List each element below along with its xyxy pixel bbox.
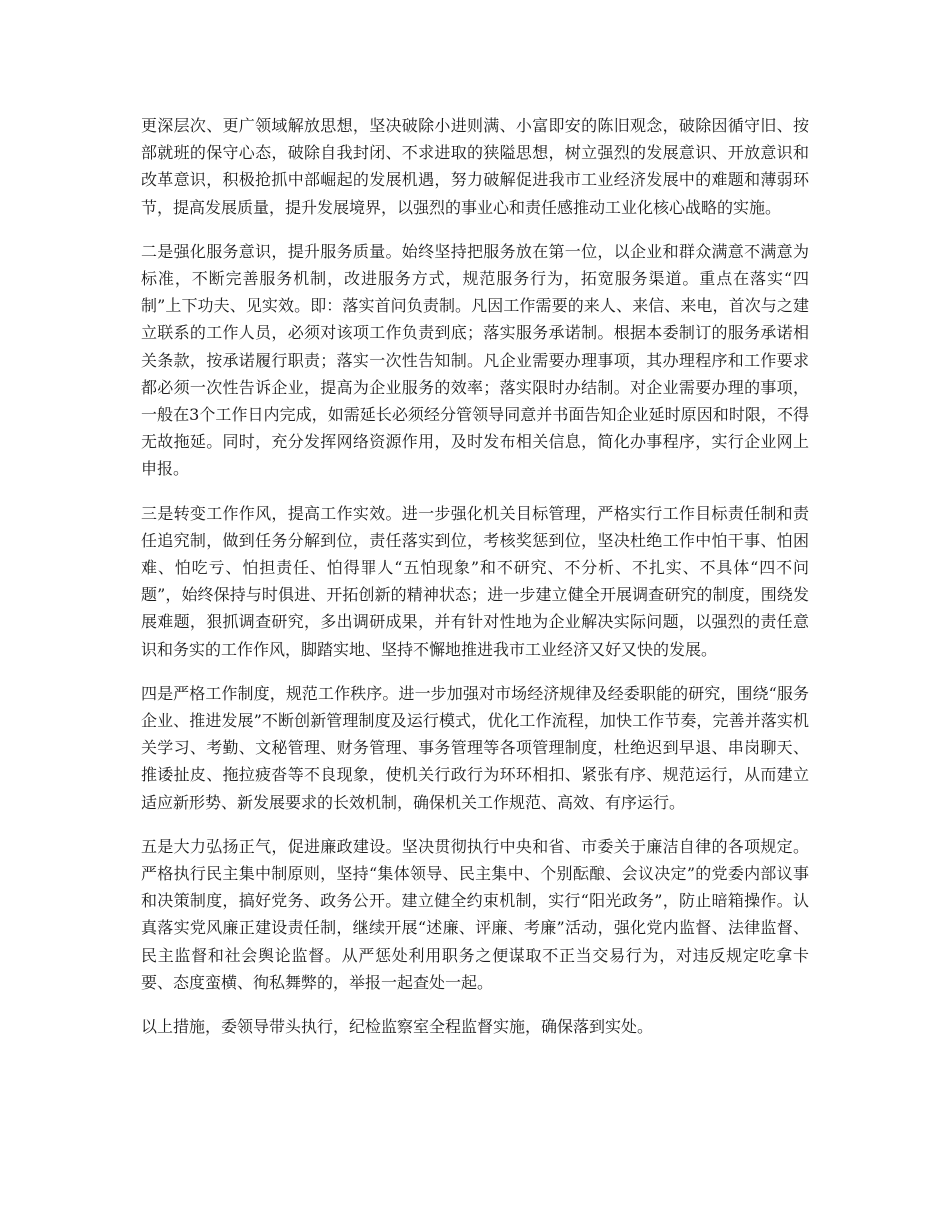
paragraph-service-awareness: 二是强化服务意识，提升服务质量。始终坚持把服务放在第一位，以企业和群众满意不满意为标准，不断完善服务机制，改进服务方式，规范服务行为，拓宽服务渠道。重点在落实“四制”上下功夫、见实效。即：落实首问负责制。凡因工作需要的来人、来信、来电，首次与之建立联系的工作人员，必须对该项工作负责到底；落实服务承诺制。根据本委制订的服务承诺相关条款，按承诺履行职责；落实一次性告知制。凡企业需要办理事项，其办理程序和工作要求都必须一次性告诉企业，提高为企业服务的效率；落实限时办结制。对企业需要办理的事项，一般在3个工作日内完成，如需延长必须经分管领导同意并书面告知企业延时原因和时限，不得无故拖延。同时，充分发挥网络资源作用，及时发布相关信息，简化办事程序，实行企业网上申报。 bbox=[141, 241, 809, 479]
paragraph-liberate-thinking: 更深层次、更广领域解放思想，坚决破除小进则满、小富即安的陈旧观念，破除因循守旧、按部就班的保守心态，破除自我封闭、不求进取的狭隘思想，树立强烈的发展意识、开放意识和改革意识，积极抢抓中部崛起的发展机遇，努力破解促进我市工业经济发展中的难题和薄弱环节，提高发展质量，提升发展境界，以强烈的事业心和责任感推动工业化核心战略的实施。 bbox=[141, 116, 809, 217]
paragraph-conclusion: 以上措施，委领导带头执行，纪检监察室全程监督实施，确保落到实处。 bbox=[141, 1017, 654, 1037]
paragraph-integrity: 五是大力弘扬正气，促进廉政建设。坚决贯彻执行中央和省、市委关于廉洁自律的各项规定。严格执行民主集中制原则，坚持“集体领导、民主集中、个别酝酿、会议决定”的党委内部议事和决策制度，搞好党务、政务公开。建立健全约束机制，实行“阳光政务”，防止暗箱操作。认真落实党风廉正建设责任制，继续开展“述廉、评廉、考廉”活动，强化党内监督、法律监督、民主监督和社会舆论监督。从严惩处利用职务之便谋取不正当交易行为，对违反规定吃拿卡要、态度蛮横、徇私舞弊的，举报一起查处一起。 bbox=[141, 836, 809, 992]
document-body bbox=[141, 112, 809, 1040]
paragraph-work-system: 四是严格工作制度，规范工作秩序。进一步加强对市场经济规律及经委职能的研究，围绕“服务企业、推进发展”不断创新管理制度及运行模式，优化工作流程，加快工作节奏，完善并落实机关学习、考勤、文秘管理、财务管理、事务管理等各项管理制度，杜绝迟到早退、串岗聊天、推诿扯皮、拖拉疲沓等不良现象，使机关行政行为环环相扣、紧张有序、规范运行，从而建立适应新形势、新发展要求的长效机制，确保机关工作规范、高效、有序运行。 bbox=[141, 683, 809, 812]
paragraph-work-style: 三是转变工作作风，提高工作实效。进一步强化机关目标管理，严格实行工作目标责任制和责任追究制，做到任务分解到位，责任落实到位，考核奖惩到位，坚决杜绝工作中怕干事、怕困难、怕吃亏、怕担责任、怕得罪人“五怕现象”和不研究、不分析、不扎实、不具体“四不问题”，始终保持与时俱进、开拓创新的精神状态；进一步建立健全开展调查研究的制度，围绕发展难题，狠抓调查研究，多出调研成果，并有针对性地为企业解决实际问题，以强烈的责任意识和务实的工作作风，脚踏实地、坚持不懈地推进我市工业经济又好又快的发展。 bbox=[141, 503, 809, 659]
